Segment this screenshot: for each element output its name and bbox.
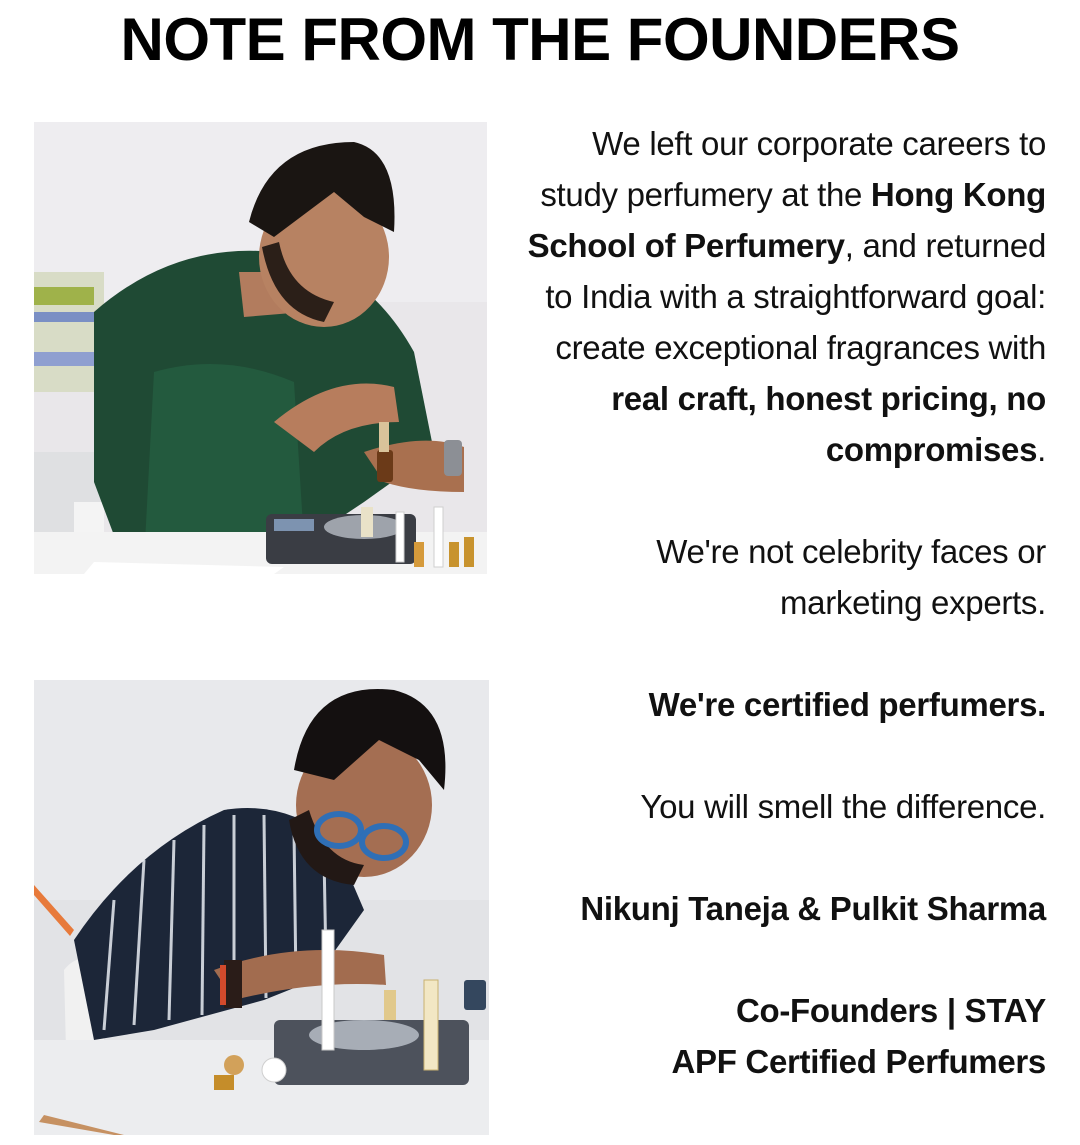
intro-text-end: . [1037,431,1046,468]
intro-text-a: We left our corporate careers to study perfumery at the [540,125,1046,213]
intro-text-b: , and returned to India with a straightforward goal: create exceptional fragrances with [545,227,1046,366]
message-paragraph-not-celebrities: We're not celebrity faces or marketing experts. [656,533,1046,621]
signature-names [520,883,1046,934]
founder-photo-1-image [34,122,487,574]
signature-role-1 [520,985,1046,1036]
founders-message [520,118,1046,1087]
founder-photo-1 [34,122,487,574]
signature-role-2 [520,1036,1046,1087]
message-smell-difference: You will smell the difference. [640,788,1046,825]
signature-names-text: Nikunj Taneja & Pulkit Sharma [580,890,1046,927]
signature-role-1-text: Co-Founders | STAY [735,992,1046,1029]
message-paragraph-intro [520,118,1046,475]
brand-values: real craft, honest pricing, no compromises [611,380,1046,468]
signature-role-2-text: APF Certified Perfumers [671,1043,1046,1080]
section-title: NOTE FROM THE FOUNDERS [120,6,960,73]
founder-photo-2-image [34,680,489,1135]
school-name: Hong Kong School of Perfumery [527,176,1046,264]
founder-photo-2 [34,680,489,1135]
message-certified [520,679,1046,730]
certified-statement: We're certified perfumers. [648,686,1046,723]
